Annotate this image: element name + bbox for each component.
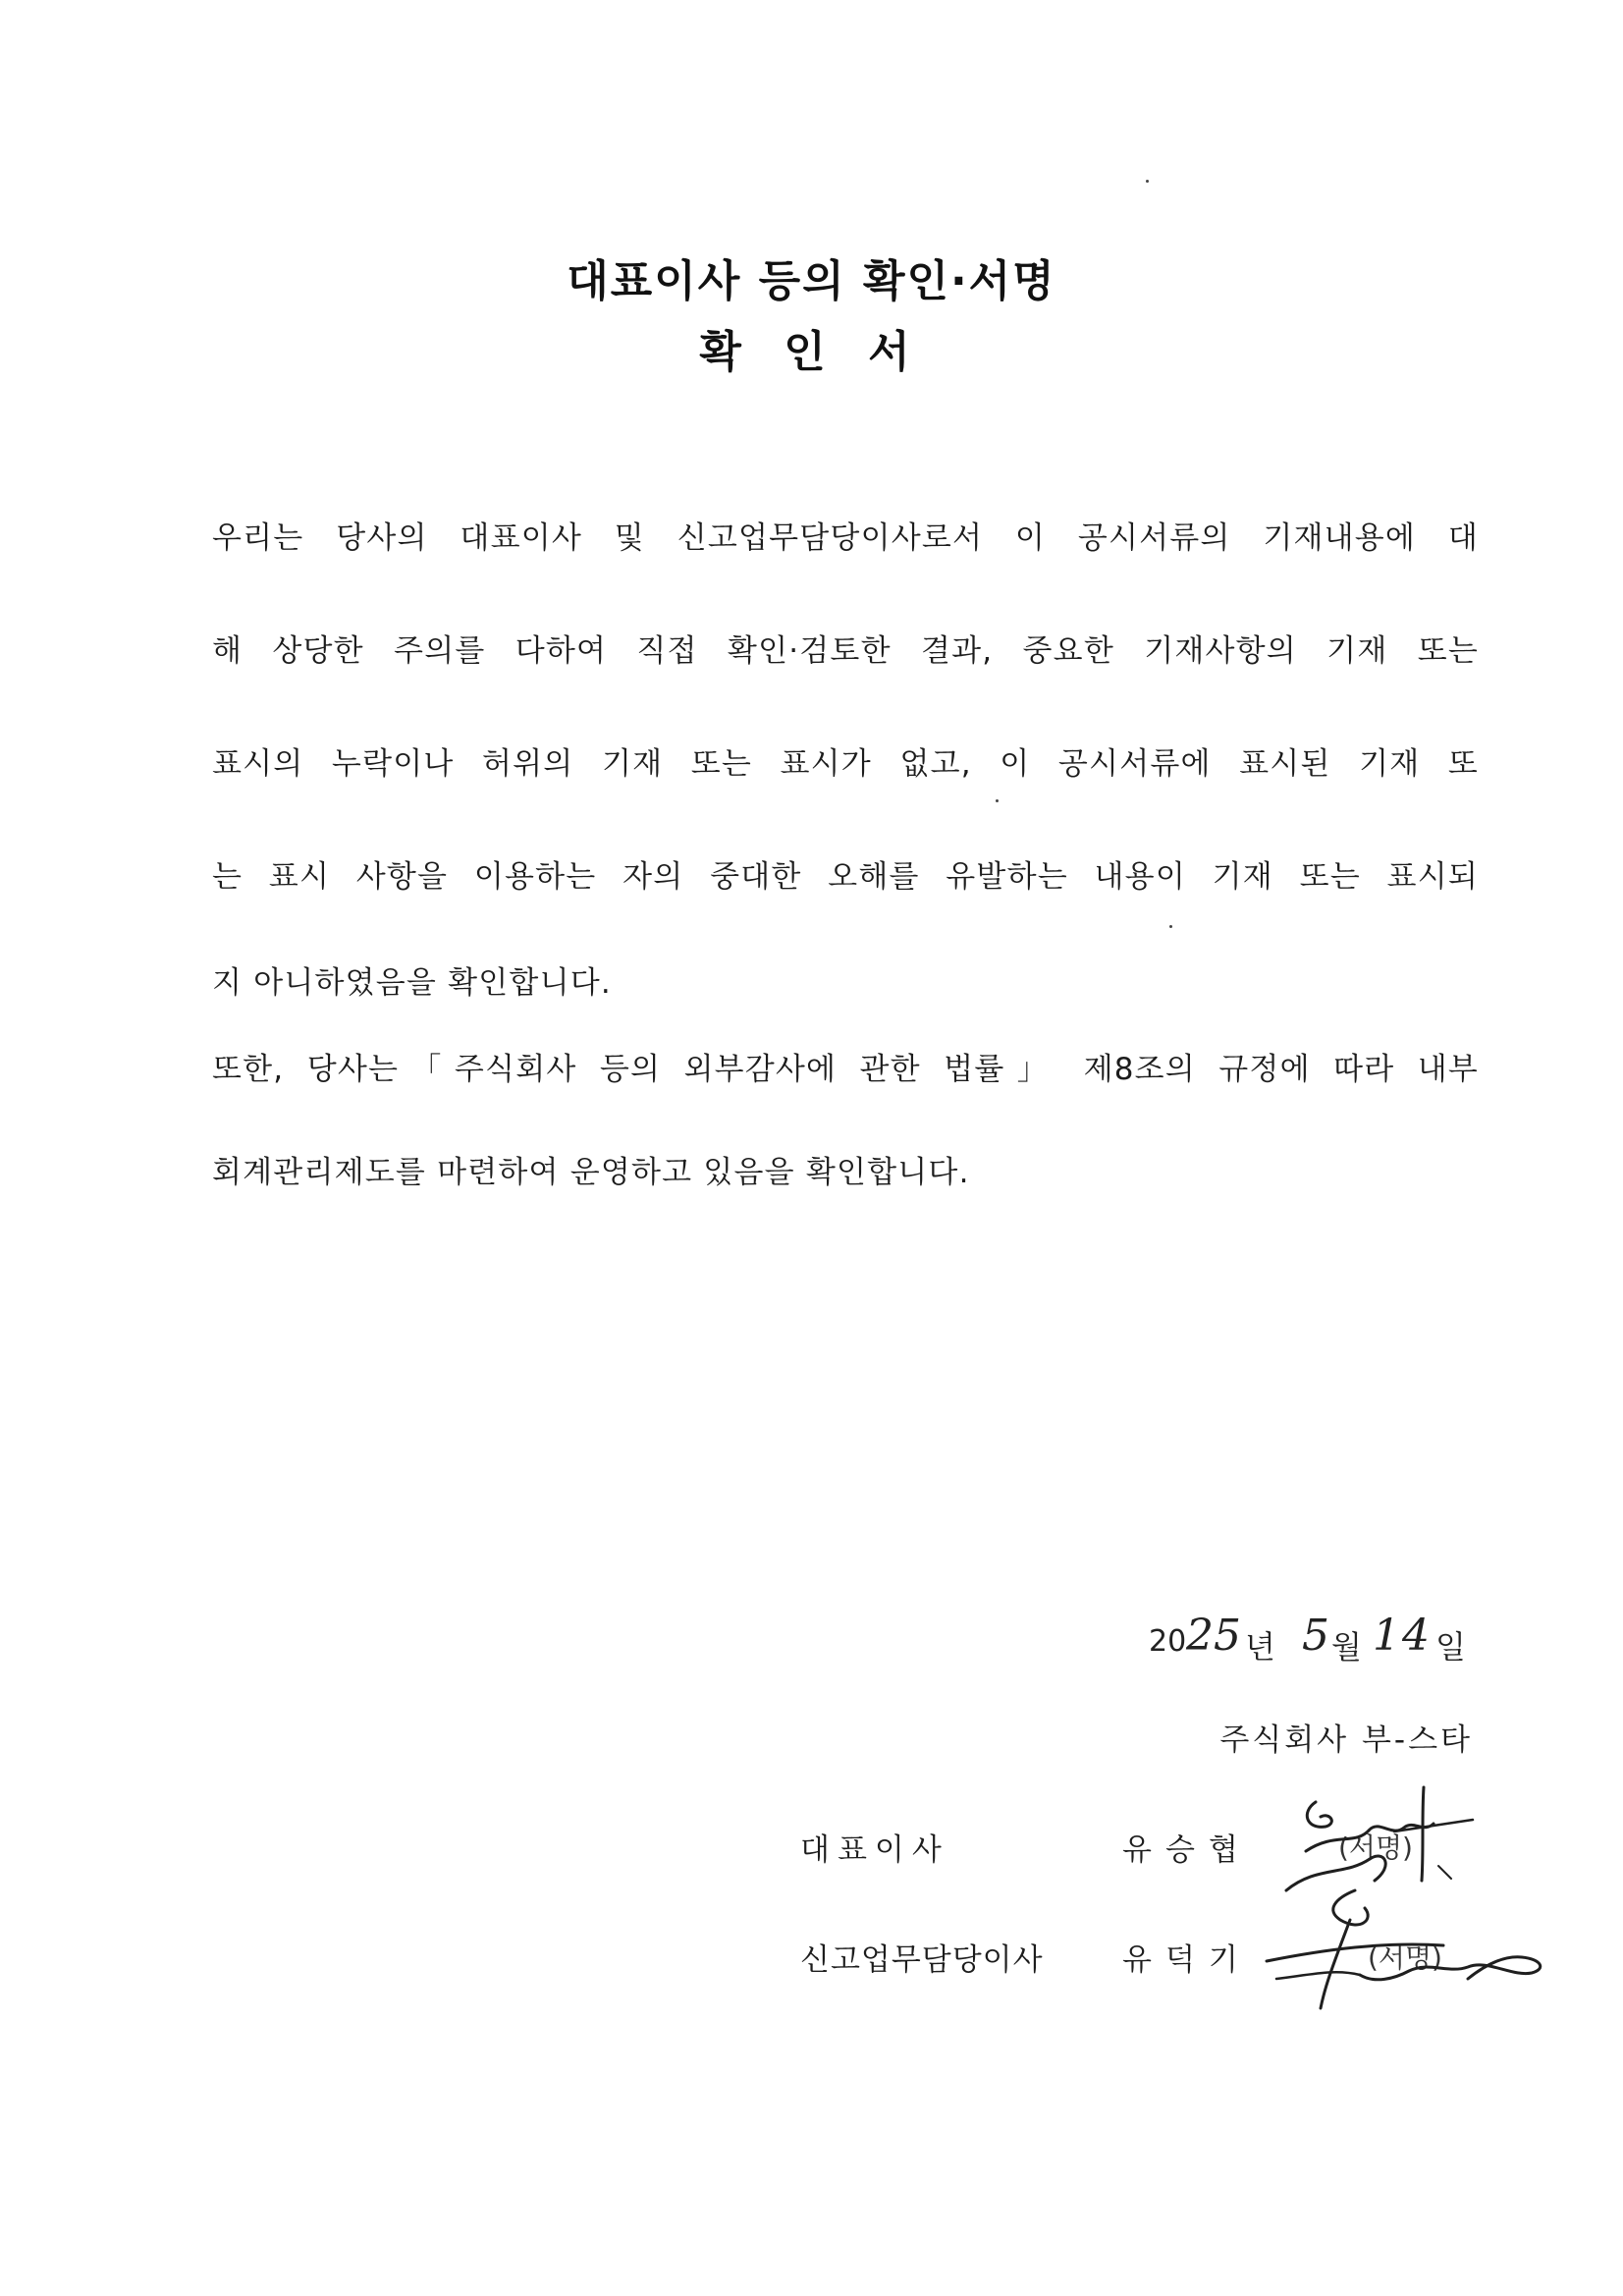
body-line-5: 지 아니하였음을 확인합니다. bbox=[212, 965, 612, 1001]
date-year-handwritten: 25 bbox=[1186, 1611, 1241, 1661]
scan-speck bbox=[1169, 925, 1172, 928]
signatory-name: 유덕기 bbox=[1122, 1942, 1252, 1978]
body-line-4: 는 표시 사항을 이용하는 자의 중대한 오해를 유발하는 내용이 기재 또는 표시되 bbox=[212, 859, 1479, 895]
scan-speck bbox=[1146, 180, 1149, 183]
date-year-printed: 20 bbox=[1149, 1624, 1187, 1659]
signatory-role: 신고업무담당이사 bbox=[800, 1942, 1044, 1978]
body-line-3: 표시의 누락이나 허위의 기재 또는 표시가 없고, 이 공시서류에 표시된 기재 또 bbox=[212, 746, 1479, 782]
date-day-unit: 일 bbox=[1435, 1628, 1466, 1666]
date-day: 14 bbox=[1373, 1611, 1432, 1661]
date-year-unit: 년 bbox=[1245, 1628, 1275, 1666]
signatory-name: 유승협 bbox=[1122, 1832, 1252, 1868]
signatory-role: 대표이사 bbox=[800, 1832, 949, 1868]
signature-mark-label: (서명) bbox=[1338, 1831, 1413, 1864]
disclosure-officer-handwritten-signature bbox=[1267, 1881, 1561, 2018]
company-name: 주식회사 부-스타 bbox=[1219, 1722, 1473, 1758]
document-title: 대표이사 등의 확인·서명 bbox=[567, 256, 1056, 306]
date-month: 5 bbox=[1302, 1611, 1329, 1661]
document-date bbox=[1149, 1611, 1483, 1669]
date-month-unit: 월 bbox=[1331, 1628, 1362, 1666]
body-line-6: 또한, 당사는「주식회사 등의 외부감사에 관한 법률」 제8조의 규정에 따라 내부 bbox=[212, 1052, 1479, 1087]
body-line-7: 회계관리제도를 마련하여 운영하고 있음을 확인합니다. bbox=[212, 1155, 970, 1190]
body-line-2: 해 상당한 주의를 다하여 직접 확인·검토한 결과, 중요한 기재사항의 기재 또는 bbox=[212, 633, 1479, 669]
document-subtitle: 확 인 서 bbox=[699, 327, 924, 377]
scan-speck bbox=[996, 799, 999, 802]
body-line-1: 우리는 당사의 대표이사 및 신고업무담당이사로서 이 공시서류의 기재내용에 대 bbox=[212, 520, 1479, 556]
signature-mark-label: (서명) bbox=[1368, 1941, 1442, 1974]
